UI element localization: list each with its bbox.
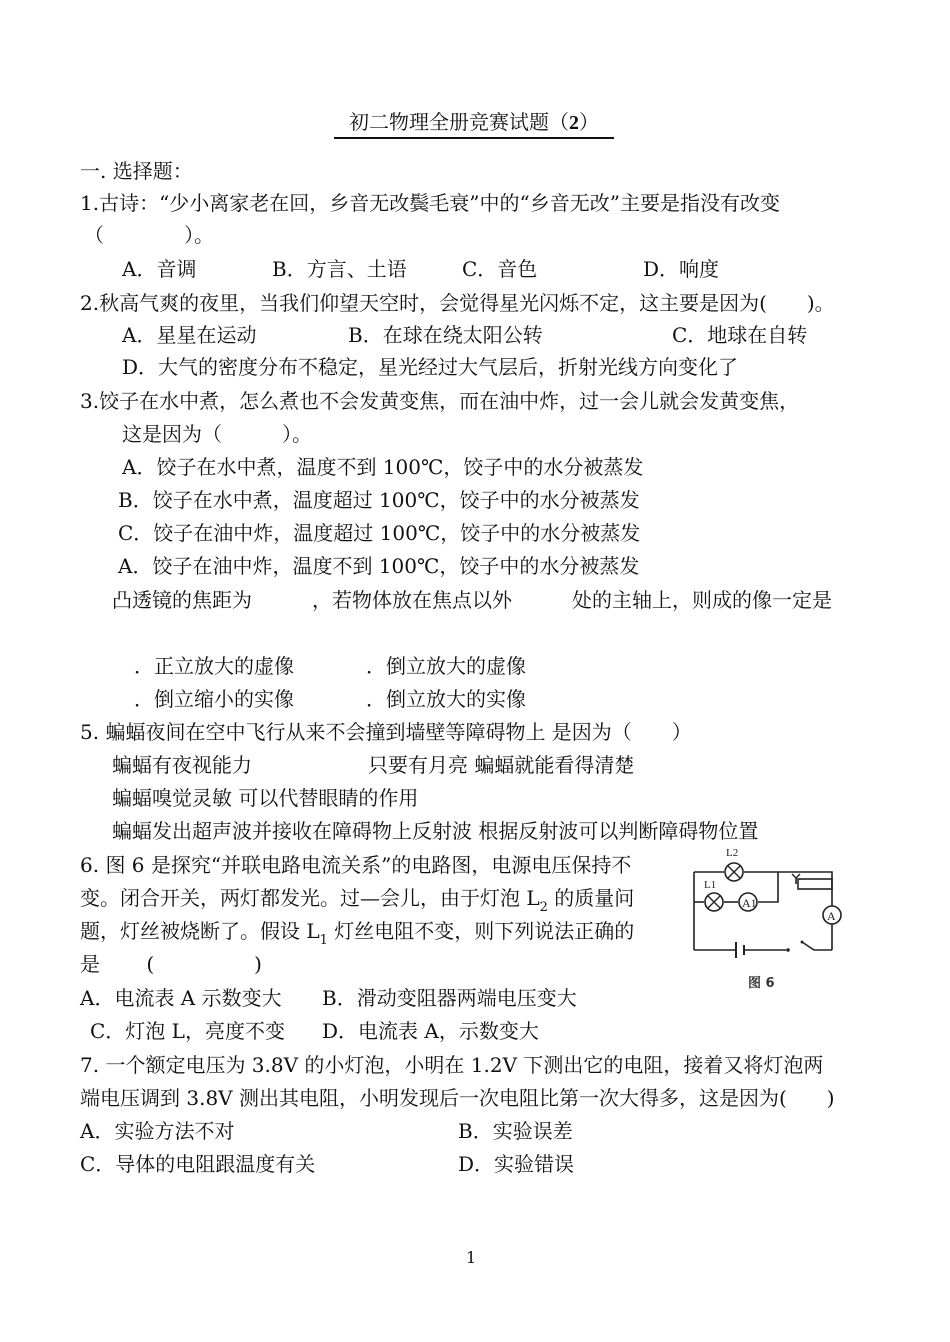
q5-option-a: 蝙蝠有夜视能力	[112, 753, 252, 777]
q3-option-4: A．饺子在油中炸，温度不到 100℃，饺子中的水分被蒸发	[118, 554, 640, 578]
svg-text:A1: A1	[742, 896, 757, 910]
ammeter-a-icon	[823, 906, 841, 924]
q6-line-3: 题，灯丝被烧断了。假设 $L_1$ 灯丝电阻不变，则下列说法正确的	[80, 919, 635, 948]
q6-option-b: B．滑动变阻器两端电压变大	[322, 986, 577, 1010]
q3-option-1: A．饺子在水中煮，温度不到 100℃，饺子中的水分被蒸发	[122, 455, 644, 479]
q6-line-1: 6. 图 6 是探究“并联电路电流关系”的电路图，电源电压保持不	[80, 853, 632, 877]
q1-stem: 1.古诗：“少小离家老在回，乡音无改鬓毛衰”中的“乡音无改”主要是指没有改变	[80, 191, 780, 215]
q1-blank: （ ）。	[84, 223, 214, 247]
lamp-l2-icon	[725, 863, 743, 881]
lamp-l1-icon	[705, 893, 723, 911]
q4-stem: 凸透镜的焦距为 ，若物体放在焦点以外 处的主轴上，则成的像一定是	[112, 588, 832, 612]
section-heading: 一. 选择题：	[80, 159, 193, 183]
q3-option-3: C．饺子在油中炸，温度超过 100℃，饺子中的水分被蒸发	[118, 521, 641, 545]
q5-option-d: 蝙蝠发出超声波并接收在障碍物上反射波 根据反射波可以判断障碍物位置	[112, 819, 759, 843]
title-close: ）	[579, 110, 599, 134]
q7-option-c: C．导体的电阻跟温度有关	[80, 1152, 316, 1176]
q7-line-1: 7. 一个额定电压为 3.8V 的小灯泡，小明在 1.2V 下测出它的电阻，接着又将灯泡两	[80, 1053, 824, 1077]
title-number: 2	[569, 112, 579, 134]
q2-option-c: C．地球在自转	[672, 323, 808, 347]
q5-option-c: 蝙蝠嗅觉灵敏 可以代替眼睛的作用	[112, 786, 419, 810]
q1-option-d: D．响度	[643, 257, 720, 281]
q7-option-d: D．实验错误	[458, 1152, 575, 1176]
q5-option-b: 只要有月亮 蝙蝠就能看得清楚	[368, 753, 635, 777]
q3-stem: 3.饺子在水中煮，怎么煮也不会发黄变焦，而在油中炸，过一会儿就会发黄变焦，	[80, 389, 800, 413]
q4-option-d: ．倒立放大的实像	[366, 687, 526, 711]
q6-line-2: 变。闭合开关，两灯都发光。过—会儿，由于灯泡 $L_2$ 的质量问	[80, 886, 635, 915]
q1-option-a: A．音调	[122, 257, 197, 281]
q1-option-b: B．方言、土语	[272, 257, 407, 281]
page-number: 1	[466, 1248, 477, 1267]
circuit-diagram-figure	[686, 842, 866, 1002]
ammeter-a1-icon	[739, 893, 757, 911]
q2-option-a: A．星星在运动	[122, 323, 257, 347]
q6-option-c: C．灯泡 L，亮度不变	[90, 1019, 285, 1043]
title-text: 初二物理全册竞赛试题（	[349, 110, 569, 134]
figure-caption: 图 6	[748, 976, 775, 991]
q4-option-a: ．正立放大的虚像	[134, 654, 294, 678]
slider-arrow-icon	[792, 874, 800, 878]
q2-option-d: D．大气的密度分布不稳定，星光经过大气层后，折射光线方向变化了	[122, 355, 739, 379]
q7-option-a: A．实验方法不对	[80, 1119, 235, 1143]
q4-option-b: ．倒立放大的虚像	[366, 654, 526, 678]
q3-stem-2: 这是因为（ ）。	[122, 422, 312, 446]
q3-option-2: B．饺子在水中煮，温度超过 100℃，饺子中的水分被蒸发	[118, 488, 640, 512]
q1-option-c: C．音色	[462, 257, 538, 281]
q2-stem: 2.秋高气爽的夜里，当我们仰望天空时，会觉得星光闪烁不定，这主要是因为( )。	[80, 291, 835, 315]
switch-icon	[786, 948, 790, 952]
q6-option-d: D．电流表 A，示数变大	[322, 1019, 539, 1043]
svg-text:A: A	[827, 909, 836, 923]
q7-option-b: B．实验误差	[458, 1119, 573, 1143]
q4-option-c: ．倒立缩小的实像	[134, 687, 294, 711]
label-l2: L2	[726, 847, 739, 859]
q5-stem: 5. 蝙蝠夜间在空中飞行从来不会撞到墙壁等障碍物上 是因为（ ）	[80, 720, 692, 744]
page-title	[334, 108, 614, 139]
q6-option-a: A．电流表 A 示数变大	[80, 986, 282, 1010]
q2-option-b: B．在球在绕太阳公转	[348, 323, 543, 347]
q6-line-4: 是 ( )	[80, 952, 262, 976]
label-l1: L1	[704, 879, 717, 891]
q7-line-2: 端电压调到 3.8V 测出其电阻，小明发现后一次电阻比第一次大得多，这是因为( )	[80, 1086, 835, 1110]
battery-icon	[736, 942, 744, 958]
